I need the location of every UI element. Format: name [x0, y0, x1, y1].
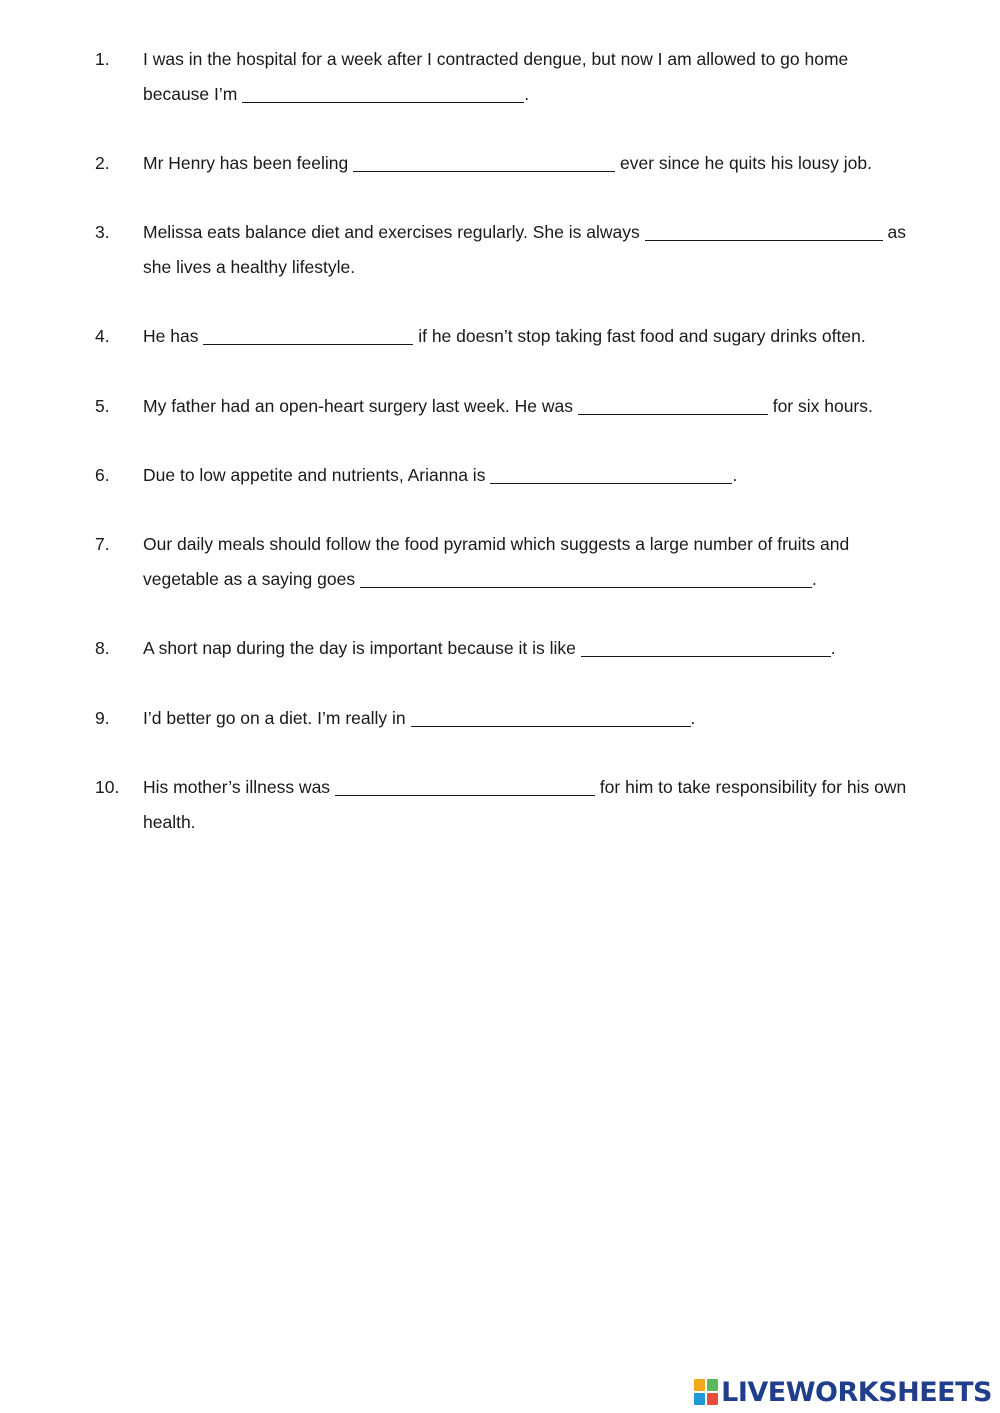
question-text	[143, 527, 913, 597]
question-text	[143, 389, 913, 424]
question-text-after: as she lives a healthy lifestyle.	[143, 222, 906, 277]
question-text-before: Mr Henry has been feeling	[143, 153, 349, 173]
question-2	[95, 146, 915, 182]
question-text-before: My father had an open-heart surgery last week. He was	[143, 396, 573, 416]
answer-blank[interactable]	[335, 775, 595, 796]
question-number: 10.	[95, 777, 120, 797]
question-3	[95, 215, 915, 287]
answer-blank[interactable]	[242, 82, 524, 103]
question-text-before: He has	[143, 326, 199, 346]
question-number: 8.	[95, 638, 110, 658]
question-number: 2.	[95, 153, 110, 173]
question-number: 3.	[95, 222, 110, 242]
answer-blank[interactable]	[360, 567, 812, 588]
question-number: 6.	[95, 465, 110, 485]
question-text-before: Our daily meals should follow the food pyramid which suggests a large number of fruits and vegetable as a saying goes	[143, 534, 850, 589]
answer-blank[interactable]	[203, 324, 413, 345]
question-text-after: ever since he quits his lousy job.	[620, 153, 872, 173]
question-text-before: Melissa eats balance diet and exercises regularly. She is always	[143, 222, 640, 242]
answer-blank[interactable]	[645, 220, 883, 241]
question-text-before: I was in the hospital for a week after I contracted dengue, but now I am allowed to go home because I’m	[143, 49, 849, 104]
question-text	[143, 319, 913, 354]
question-number: 4.	[95, 326, 110, 346]
question-text-after: for six hours.	[772, 396, 873, 416]
question-text	[143, 631, 913, 666]
question-text-after: .	[830, 638, 836, 658]
question-text-before: Due to low appetite and nutrients, Arianna is	[143, 465, 486, 485]
question-text	[143, 458, 913, 493]
question-9	[95, 701, 915, 737]
question-5	[95, 389, 915, 425]
question-text-after: for him to take responsibility for his own health.	[143, 777, 907, 832]
question-4	[95, 319, 915, 355]
answer-blank[interactable]	[578, 394, 768, 415]
question-text	[143, 701, 913, 736]
answer-blank[interactable]	[490, 463, 732, 484]
question-text-after: .	[524, 84, 530, 104]
liveworksheets-logo[interactable]	[694, 1375, 992, 1409]
answer-blank[interactable]	[581, 636, 831, 657]
question-number: 7.	[95, 534, 110, 554]
question-7	[95, 527, 915, 599]
answer-blank[interactable]	[353, 151, 615, 172]
question-1	[95, 42, 915, 114]
question-text-after: .	[732, 465, 738, 485]
question-text	[143, 146, 913, 181]
question-10	[95, 770, 915, 842]
question-text-before: I’d better go on a diet. I’m really in	[143, 708, 406, 728]
question-text-before: His mother’s illness was	[143, 777, 331, 797]
liveworksheets-logo-icon	[694, 1379, 718, 1405]
question-number: 5.	[95, 396, 110, 416]
question-text	[143, 42, 913, 112]
question-text-before: A short nap during the day is important because it is like	[143, 638, 576, 658]
question-number: 9.	[95, 708, 110, 728]
logo-text: LIVEWORKSHEETS	[721, 1376, 992, 1408]
question-text-after: if he doesn’t stop taking fast food and sugary drinks often.	[418, 326, 866, 346]
question-text	[143, 215, 913, 285]
question-6	[95, 458, 915, 494]
question-text-after: .	[811, 569, 817, 589]
question-number: 1.	[95, 49, 110, 69]
answer-blank[interactable]	[411, 706, 691, 727]
question-text	[143, 770, 913, 840]
question-text-after: .	[690, 708, 696, 728]
question-8	[95, 631, 915, 667]
